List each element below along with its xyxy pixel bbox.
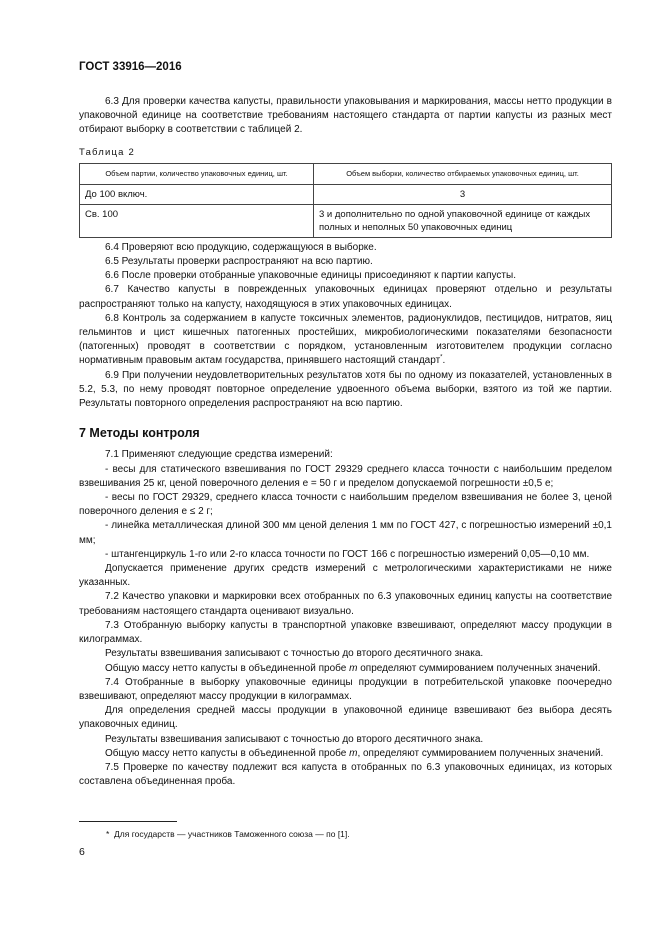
paragraph-7-1: 7.1 Применяют следующие средства измерений: (105, 449, 333, 461)
paragraph-6-5: 6.5 Результаты проверки распространяют на всю партию. (105, 256, 373, 268)
table-caption: Таблица 2 (79, 146, 135, 158)
footnote (106, 829, 350, 839)
table-cell: Св. 100 (80, 204, 314, 237)
table-cell: До 100 включ. (80, 184, 314, 204)
footnote-text: Для государств — участников Таможенного союза — по [1]. (114, 829, 350, 839)
paragraph: Результаты взвешивания записывают с точностью до второго десятичного знака. (105, 648, 484, 660)
paragraph-text: , определяют суммированием полученных значений. (357, 747, 604, 759)
paragraph: Результаты взвешивания записывают с точностью до второго десятичного знака. (105, 733, 484, 745)
table-row (80, 204, 612, 237)
paragraph-6-9: 6.9 При получении неудовлетворительных результатов хотя бы по одному из показателей, установленных в 5.2, 5.3, по нему проводят повторное определение удвоенного объема выборки, взятого из той же партии. Результаты повторного определения распространяют на всю партию. (79, 369, 612, 410)
paragraph-text: Общую массу нетто капусты в объединенной пробе (105, 662, 350, 674)
list-item: - штангенциркуль 1-го или 2-го класса точности по ГОСТ 166 с погрешностью измерений 0,05—0,10 мм. (105, 548, 590, 560)
list-item: - весы по ГОСТ 29329, среднего класса точности с наибольшим пределом взвешивания не более 3, ценой поверочного деления e ≤ 2 г; (79, 492, 612, 518)
sampling-table (79, 163, 612, 238)
table-row (80, 184, 612, 204)
footnote-divider (79, 821, 177, 822)
paragraph-7-5: 7.5 Проверке по качеству подлежит вся капуста в отобранных по 6.3 упаковочных единицах, из которых составлена объединенная проба. (79, 761, 612, 788)
paragraph (79, 662, 612, 676)
paragraph-end: . (442, 355, 446, 367)
document-header: ГОСТ 33916—2016 (79, 61, 182, 73)
footnote-mark: * (106, 829, 110, 839)
paragraph-6-6: 6.6 После проверки отобранные упаковочные единицы присоединяют к партии капусты. (105, 270, 516, 282)
table-cell: 3 (314, 184, 612, 204)
paragraph: Допускается применение других средств измерений с метрологическими характеристиками не ниже указанных. (79, 563, 612, 589)
variable-m: m (349, 662, 358, 674)
footnote-marker: * (440, 355, 443, 362)
paragraph-6-4: 6.4 Проверяют всю продукцию, содержащуюся в выборке. (105, 241, 377, 253)
paragraph: Для определения средней массы продукции в упаковочной единице взвешивают без выбора десять упаковочных единиц. (79, 705, 612, 731)
paragraph-7-4: 7.4 Отобранные в выборку упаковочные единицы продукции в потребительской упаковке поочередно взвешивают, определяют массу продукции в килограммах. (79, 676, 612, 702)
page-number: 6 (79, 846, 85, 858)
paragraph-6-8 (79, 312, 612, 369)
list-item: - линейка металлическая длиной 300 мм ценой деления 1 мм по ГОСТ 427, с погрешностью измерений ±0,1 мм; (79, 520, 612, 546)
list-item: - весы для статического взвешивания по ГОСТ 29329 среднего класса точности с наибольшим пределом взвешивания 25 кг, ценой поверочного деления e = 50 г и пределом допускаемой погрешности ±0,5 e; (79, 463, 612, 489)
variable-m: m (349, 747, 358, 759)
paragraph-text: 6.8 Контроль за содержанием в капусте токсичных элементов, радионуклидов, пестицидов, нитратов, яиц гельминтов и цист кишечных патогенных простейших, микробиологическими показателями безопасности (патогенных) проводят в соответствии с порядком, установленным изготовителем продукции согласно нормативным правовым актам государства, принявшего настоящий стандарт (79, 312, 612, 367)
table-header-row (80, 163, 612, 184)
section-heading: 7 Методы контроля (79, 426, 200, 441)
paragraph-6-3: 6.3 Для проверки качества капусты, правильности упаковывания и маркирования, массы нетто продукции в упаковочной единице на соответствие требованиям настоящего стандарта от партии капусты из разных мест отбирают выборку в соответствии с таблицей 2. (79, 96, 612, 136)
table-header-cell: Объем выборки, количество отбираемых упаковочных единиц, шт. (314, 163, 612, 184)
page-content (79, 95, 612, 789)
paragraph-7-2: 7.2 Качество упаковки и маркировки всех отобранных по 6.3 упаковочных единиц капусты на соответствие требованиям настоящего стандарта оценивают визуально. (79, 591, 612, 617)
table-cell: 3 и дополнительно по одной упаковочной единице от каждых полных и неполных 50 упаковочных единиц (314, 204, 612, 237)
paragraph (79, 747, 612, 761)
paragraph-text: Общую массу нетто капусты в объединенной пробе (105, 747, 350, 759)
paragraph-7-3: 7.3 Отобранную выборку капусты в транспортной упаковке взвешивают, определяют массу продукции в килограммах. (79, 619, 612, 646)
table-header-cell: Объем партии, количество упаковочных единиц, шт. (80, 163, 314, 184)
paragraph-6-7: 6.7 Качество капусты в поврежденных упаковочных единицах проверяют отдельно и результаты распространяют только на капусту, находящуюся в этих упаковочных единицах. (79, 284, 612, 310)
paragraph-text: определяют суммированием полученных значений. (357, 662, 601, 674)
